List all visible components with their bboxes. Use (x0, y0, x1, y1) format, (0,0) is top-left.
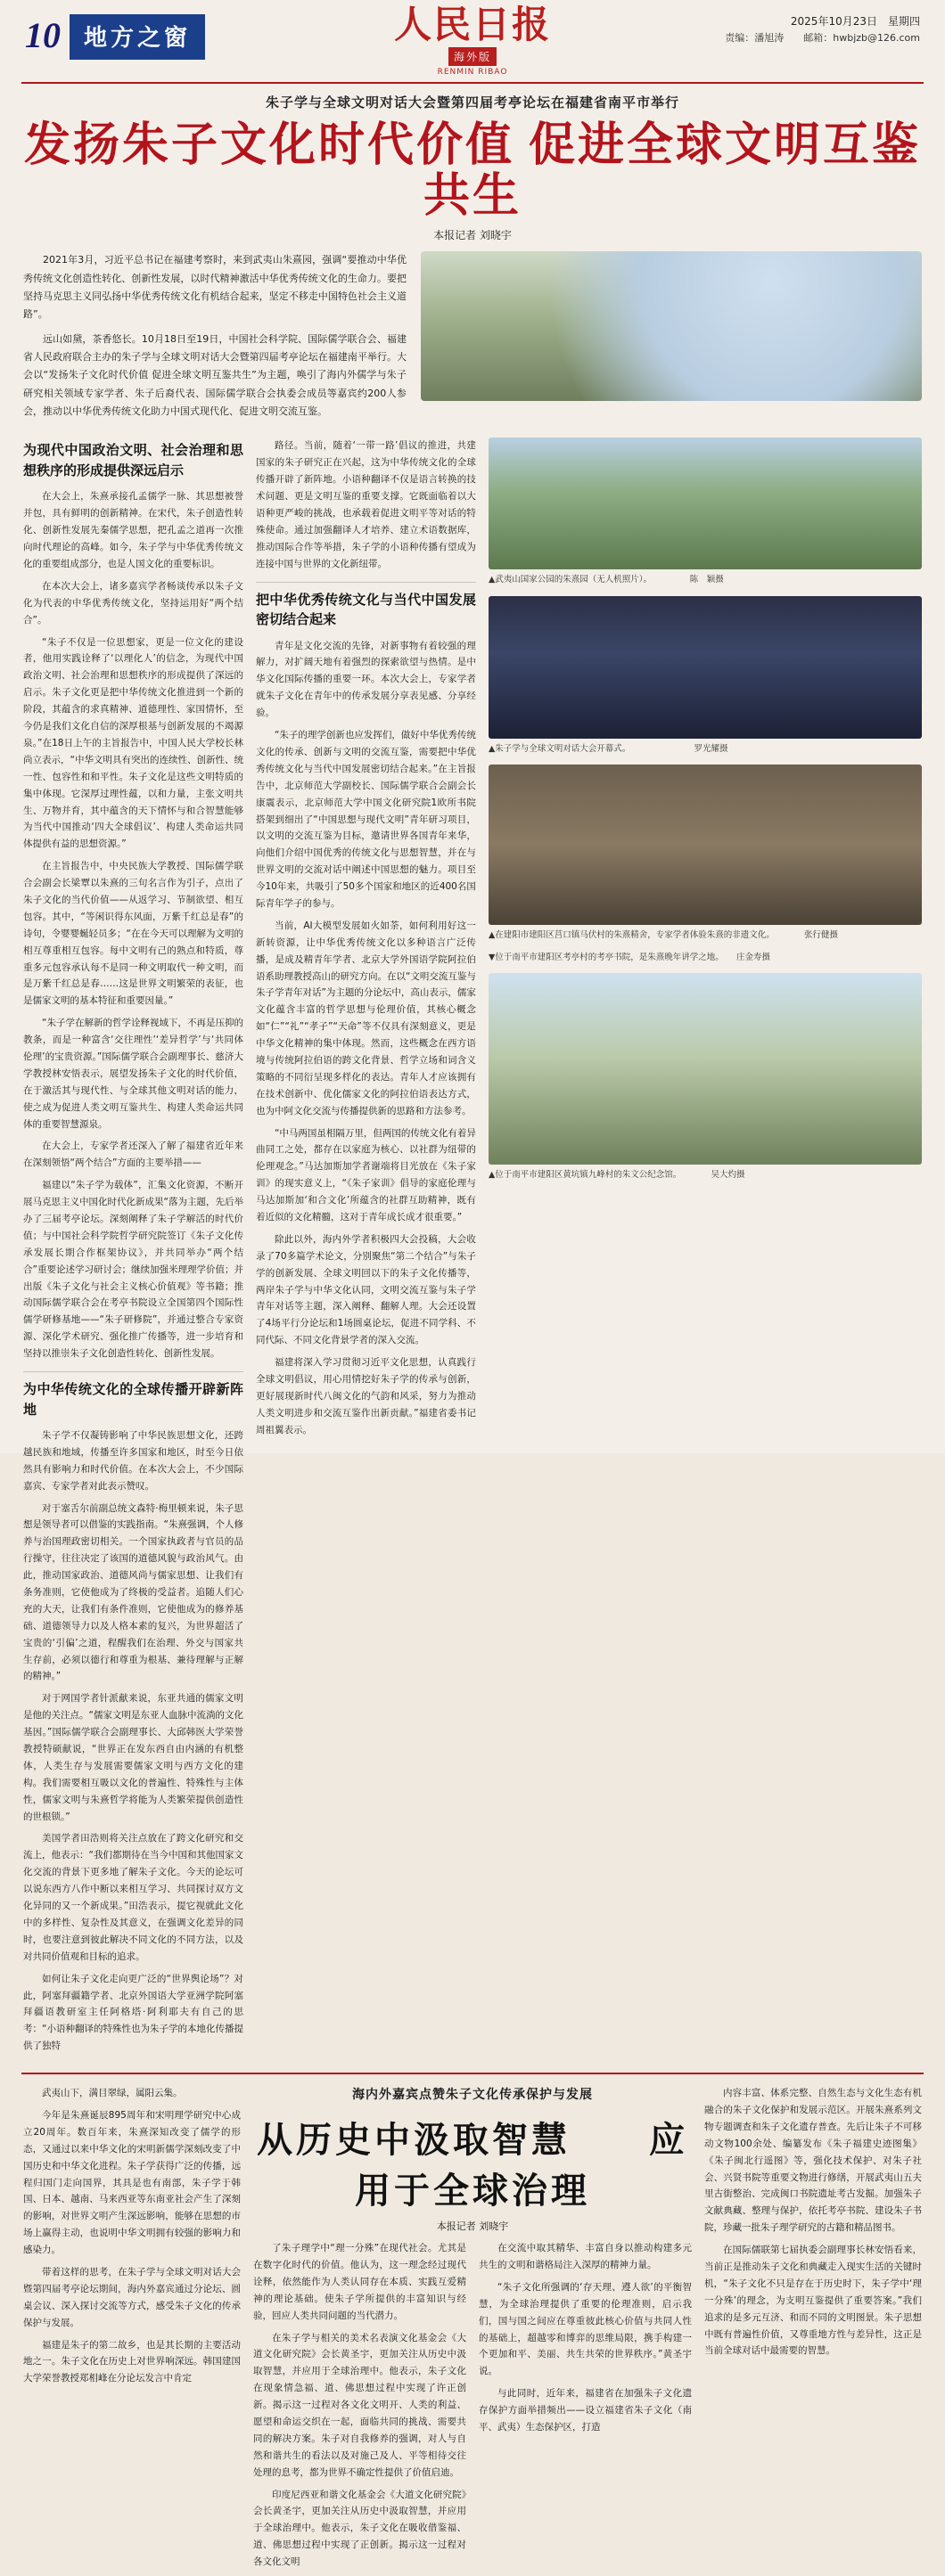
logo-badge: 海外版 (448, 47, 497, 66)
body-paragraph: 在大会上，专家学者还深入了解了福建省近年来在深刻领悟“两个结合”方面的主要举措—— (23, 1141, 243, 1169)
body-paragraph: 内容丰富、体系完整、自然生态与文化生态有机融合的朱子文化保护和发展示范区。开展朱熹系列文物专题调查和朱子文化遗存普查。先后让朱子不可移动文物100余处、编纂发布《朱子福建史迹图集》《朱子闽北行遥图》等，强化技术保护、对朱子社会、兴贤书院等重要文物进行修缮，开展武夷山五夫里古街整治、完成闽口书院遗址考古发掘。加强朱子文献典藏、整理与保护，依托考亭书院、建设朱子书院，珍藏一批朱子理学研究的古籍和精品图书。 (704, 2088, 922, 2234)
logo-title: 人民日报 (393, 5, 552, 46)
column-divider (256, 582, 476, 583)
bottom-column-1 (23, 2085, 241, 2576)
body-column-1 (23, 438, 243, 2060)
bottom-column-3 (479, 2240, 692, 2576)
page-title: 发扬朱子文化时代价值 促进全球文明互鉴共生 (23, 120, 921, 223)
editor-contact: 责编：潘旭涛 邮箱：hwbjzb@126.com (725, 32, 920, 45)
body-paragraph: 在交流中取其精华、丰富自身以推动构建多元共生的文明和谐格局注入深厚的精神力量。 (479, 2243, 692, 2270)
body-paragraph: 在大会上，朱熹承接孔孟儒学一脉、其思想被誉并包，具有鲜明的创新精神。在宋代，朱子创造性转化、创新性发展先秦儒学思想，把孔孟之道再一次推向时代理论的高峰。如今，朱子学与中华优秀传统文化的重要组成部分，也是人国文化的重要标识。 (23, 491, 243, 570)
conference-hall-photo (489, 596, 922, 739)
body-paragraph: “朱子不仅是一位思想家，更是一位文化的建设者，他用实践诠释了‘以理化人’的信念，为现代中国政治文明、社会治理和思想秩序的形成提供了深远的启示。朱子文化更是把中华传统文化推进到一个新的阶段，其蕴含的求真精神、道德理性、家国情怀，至今仍是我们文化自信的深厚根基与创新发展的不竭源泉。”在18日上午的主旨报告中，中国人民大学校长林尚立表示，“中华文明具有突出的连续性、创新性、统一性、包容性和和平性。朱子文化是这些文明特质的集中体现。它深厚过理性蕴，以和力量，主张文明共生、万物并育，其中蕴含的天下情怀与和合智慧能够为当代中国推动‘四大全球倡议’、构建人类命运共同体提供有益的思想资源。” (23, 636, 243, 850)
subheading-1: 为现代中国政治文明、社会治理和思想秩序的形成提供深远启示 (23, 444, 243, 478)
zhuxi-garden-photo (421, 251, 922, 401)
body-paragraph: 青年是文化交流的先锋，对新事物有着较强的理解力，对扩阔天地有着强烈的探索欲望与热情。是中华文化国际传播的重要一环。本次大会上，专家学者就朱子文化在青年中的传承发展分享表见感、分享经验。 (255, 640, 476, 719)
body-paragraph: “中马两国虽相隔万里，但两国的传统文化有着异曲同工之处，都存在以家庭为核心、以社群为纽带的伦理观念。”马达加斯加学者谢端将目光放在《朱子家训》的现实意义上，“《朱子家训》倡导的家庭伦理与马达加斯加‘和合文化’所蕴含的社群互助精神，既有着近似的文化精髓，这对于青年成长成才很重要。” (255, 1127, 476, 1223)
body-paragraph: 了朱子理学中“理一分殊”在现代社会。尤其是在数字化时代的价值。他认为，这一理念经过现代诠释，依然能作为人类认同存在本质、实践互爱精神的理论基础。使朱子学所提供的丰富知识与经验，回应人类共同问题的当代潜力。 (253, 2243, 466, 2321)
body-paragraph: 对于塞舌尔前副总统文森特·梅里顿来说，朱子思想是领导者可以借鉴的实践指南。“朱熹强调，个人修养与治国理政密切相关。一个国家执政者与官员的品行操守，往往决定了该国的道德风貌与政治风气。由此，推动国家政治、道德风尚与儒家思想、让我们有条务准则，它使他成为了终极的受益者。追随人们心充的大天，让我们有条件准则，它使他成为的修养基础、道德领导力以及人格本素的复兴，为世界超活了宝贵的‘引偏’之道，程醒我们在治理、外交与国家共生存前，必须以德行和尊重为根基、兼待理解与正解的精神。” (23, 1502, 243, 1682)
zhuxi-garden-photo (489, 438, 922, 569)
body-paragraph: 当前，AI大模型发展如火如荼，如何利用好这一新转资源，让中华优秀传统文化以多种语言广泛传播，是成及精青年学者、北京大学外国语学院阿拉伯语系助理教授高山的研究方向。在以“文明交流互鉴与朱子学青年对话”为主题的分论坛中，高山表示，儒家文化蕴含丰富的哲学思想与伦理价值，其核心概念如“仁”“礼”“孝子”“天命”等不仅具有深刻意义，更是中华文化精神的集中体现。然而，这些概念在西方语境与传统阿拉伯语的跨文化背景、哲学立场和词含义策略的不同衍呈现多样化的表达。青年人才应该拥有在技术创新中、优化儒家文化的阿拉伯语表达方式，也为中阿文化交流与传播提供新的思路和方法参考。 (255, 920, 476, 1116)
masthead-meta (725, 12, 920, 47)
bottom-article (0, 2074, 945, 2576)
body-paragraph: 印度尼西亚和谐文化基金会《大道文化研究院》会长黄圣宇，更加关注从历史中汲取智慧，并应用于全球治理中。他表示，朱子文化在吸收借鉴福、道、佛思想过程中实现了正创新。揭示这一过程对各文化文明 (253, 2489, 466, 2568)
body-paragraph: 除此以外，海内外学者积极四大会投稿，大会收录了70多篇学术论文，分别聚焦“第二个结合”与朱子学的创新发展、全球文明回以下的朱子文化传播等，两岸朱子学与中华文化认同，文明交流互鉴与朱子学青年对话等主题，深入阐释、翻解人理。大会还设置了4场平行分论坛和1场圆桌论坛，促进不同学科、不同代际、不同文化背景学者的深入交流。 (255, 1233, 476, 1346)
ancestral-hall-photo (489, 973, 922, 1165)
page-number: 10 (25, 15, 61, 55)
body-paragraph: 带着这样的思考，在朱子学与全球文明对话大会暨第四届考亭论坛期间，海内外嘉宾通过分论坛、圆桌会议、深入探讨交流等方式，感受朱子文化的传承保护与发展。 (23, 2266, 241, 2328)
lead-paragraph: 远山如黛，茶香悠长。10月18日至19日，中国社会科学院、国际儒学联合会、福建省人民政府联合主办的朱子学与全球文明对话大会暨第四届考亭论坛在福建南平举行。大会以“发扬朱子文化时代价值 促进全球文明互鉴共生”为主题，唤引了海内外儒学与朱子研究相关领域专家学者、朱子后裔代表、国际儒学联合会执委会成员等嘉宾约200人参会，推动以中华优秀传统文化助力中国式现代化、促进文明交流互鉴。 (23, 332, 407, 418)
body-paragraph: 在本次大会上，诸多嘉宾学者畅谈传承以朱子文化为代表的中华优秀传统文化，坚持运用好“两个结合”。 (23, 580, 243, 626)
photo-caption: ▲武夷山国家公园的朱熹园（无人机照片）。 陈 颖摄 (488, 575, 724, 585)
body-paragraph: “朱子学在解新的哲学诠释视域下，不再是压抑的教条，而是一种富含‘交往理性’‘差异哲学’与‘共同体伦理’的宝贵资源。”国际儒学联合会副理事长、慈济大学教授林安悟表示，展望发扬朱子文化的时代价值，在于激活其与现代性、与全球其他文明对话的能力，使之成为促进人类文明互鉴共生、构建人类命运共同体的重要智慧源泉。 (23, 1018, 243, 1130)
photo-caption: ▲在建阳市建阳区莒口镇马伏村的朱熹精舍，专家学者体验朱熹的非遗文化。 张行健摄 (488, 929, 838, 940)
lead-paragraph: 2021年3月，习近平总书记在福建考察时，来到武夷山朱熹园，强调“要推动中华优秀传统文化创造性转化、创新性发展，以时代精神激活中华优秀传统文化的生命力。要把坚持马克思主义同弘扬中华优秀传统文化有机结合起来，坚定不移走中国特色社会主义道路”。 (23, 254, 407, 321)
photo-caption: ▲位于南平市建阳区黄坑镇九峰村的朱文公纪念馆。 吴大灼摄 (488, 1170, 745, 1181)
body-paragraph: 福建将深入学习贯彻习近平文化思想，认真践行全球文明倡议，用心用情挖好朱子学的传承与创新，更好展现新时代八闽文化的气韵和风采，努力为推动人类文明进步和交流互鉴作出新贡献。”福建省委书记周祖翼表示。 (255, 1357, 476, 1435)
body-paragraph: “朱子的理学创新也应发挥们，做好中华优秀传统文化的传承、创新与文明的交流互鉴，需要把中华优秀传统文化与当代中国发展密切结合起来。”在主旨报告中，北京师范大学副校长、国际儒学联合会副会长康震表示，北京师范大学中国文化研究院1欧所书院搭架到细出了“中国思想与现代文明”青年研习项目，以文明的交流互鉴为目标，邀请世界各国青年来华，向他们介绍中国优秀的传统文化与思想智慧，并在与世界文明的交流对话中阐述中国思想的魅力。项目至今10年来，共吸引了50多个国家和地区的近400名国际青年学子的参与。 (255, 730, 476, 909)
body-paragraph: 在国际儒联第七届执委会副理事长林安悟看来，当前正是推动朱子文化和典藏走入现实生活的关键时机，“朱子文化不只是存在于历史时下，朱子学中‘理一分殊’的理念，为支明互鉴提供了重要答案。”我们追求的是多元互济、和而不同的文明图景。朱子思想中既有普遍性价值，又尊重地方性与差异性，这正是当前全球对话中最需要的智慧。 (704, 2245, 922, 2357)
subheading-3: 把中华优秀传统文化与当代中国发展密切结合起来 (255, 593, 476, 628)
bottom-column-4 (704, 2085, 922, 2576)
body-paragraph: 在朱子学与相关的美术名表演文化基金会《大道文化研究院》会长黄圣宇，更加关注从历史中汲取智慧，并应用于全球治理中。他表示，朱子文化在现象情急福、道、佛思想过程中实现了许正创新。揭示这一过程对各文化文明开、人类的利益、愿望和命运交织在一起，面临共同的挑战、需要共同的解决方案。朱子对自我修养的强调，对人与自然和谐共生的看法以及对施己及人、平等相待交往处理的息考，都为世界不确定性提供了价值启迪。 (253, 2332, 466, 2478)
body-paragraph: 路径。当前，随着‘一带一路’倡议的推进，共建国家的朱子研究正在兴起，这为中华传统文化的全球传播开辟了新阵地。小语种翻译不仅是语言转换的技术问题、更是文明互鉴的重要支撑。它既面临着以大语种更严峻的挑战，也承载着促进文明平等对话的特殊使命。通过加强翻译人才培养、建立术语数据库，推动国际合作等举措，朱子学的小语种传播有望成为连接中国与世界的文化新纽带。 (255, 440, 476, 569)
body-paragraph: 如何让朱子文化走向更广泛的“世界舆论场”？对此，阿塞拜疆籍学者、北京外国语大学亚洲学院阿塞拜疆语教研室主任阿格塔·阿利耶夫有自己的思考：“小语种翻译的特殊性也为朱子学的本地化传播提供了独特 (23, 1973, 243, 2052)
article-shoulder: 朱子学与全球文明对话大会暨第四届考亭论坛在福建省南平市举行 (265, 96, 679, 110)
body-column-2 (256, 438, 476, 2060)
lead-article (0, 84, 945, 427)
body-paragraph: 今年是朱熹诞辰895周年和宋明理学研究中心成立20周年。数百年来，朱熹深知改变了儒学的形态，又通过以来中华文化的宋明新儒学深刻改变了中国历史和中华文化进程。朱子学获得广泛的传播，远程归国门走向国界，其具是也有南部，朱子学于韩国、日本、越南、马来西亚等东南亚社会产生了深刻的影响，对世界文明产生深远影响，能够在思想的市场上赢得主动，也说明中华文明拥有较强的影响力和感染力。 (23, 2109, 241, 2256)
masthead (0, 0, 945, 82)
body-paragraph: 福建以“朱子学为载体”，汇集文化资源，不断开展马克思主义中国化时代化新成果“落为主题，先后举办了三届考亭论坛。深刻阐释了朱子学解活的时代价值；与中国社会科学院哲学研究院签订《朱子文化传承发展长期合作框架协议》，并共同举办“两个结合”重要论述学习研讨会；继续加强米理理学价值；并出版《朱子文化与社会主义核心价值观》等书籍；推动国际儒学联合会在考亭书院设立全国第四个国际性儒学研修基地——“朱子研修院”，并通过整合专家资源、深化学术研究、强化推广传播等，进一步培育和坚持以推崇朱子文化创造性转化、创新性发展。 (23, 1180, 243, 1360)
publication-date: 2025年10月23日 星期四 (790, 15, 920, 28)
photo-column (489, 438, 922, 2060)
body-paragraph: “朱子文化所强调的‘存天理、遵人欲’的平衡智慧，为全球治理提供了重要的伦理准则，启示我们，国与国之间应在尊重彼此核心价值与共同人性的基础上，超越零和博弈的思维局限，携手构建一个更加和平、美丽、共生共荣的世界秩序。”黄圣宇说。 (479, 2281, 692, 2377)
newspaper-logo (394, 7, 551, 77)
body-paragraph: 武夷山下，满目翠绿，属阳云集。 (42, 2088, 183, 2099)
body-paragraph: 与此同时，近年来，福建省在加强朱子文化遗存保护方面举措频出——设立福建省朱子文化（南平、武夷）生态保护区，打造 (479, 2388, 692, 2433)
bottom-column-2 (253, 2240, 466, 2576)
logo-pinyin: RENMIN RIBAO (437, 68, 508, 77)
bottom-headline: 从历史中汲取智慧 应用于全球治理 (257, 2120, 688, 2212)
article-body (0, 427, 945, 2060)
photo-caption: ▼位于南平市建阳区考亭村的考亭书院，是朱熹晚年讲学之地。 庄金寿摄 (488, 953, 770, 963)
guqin-performance-photo (489, 765, 922, 925)
lead-paragraphs (23, 251, 407, 427)
photo-caption: ▲朱子学与全球文明对话大会开幕式。 罗光耀摄 (488, 743, 728, 754)
bottom-byline: 本报记者 刘晓宇 (436, 2220, 509, 2233)
bottom-shoulder: 海内外嘉宾点赞朱子文化传承保护与发展 (352, 2089, 593, 2103)
body-paragraph: 朱子学不仅凝铸影响了中华民族思想文化，还跨越民族和地域，传播至许多国家和地区，时至今日依然具有影响力和时代价值。在本次大会上，不少国际嘉宾、专家学者对此表示赞叹。 (23, 1430, 243, 1492)
body-paragraph: 对于网国学者针派献来说，东亚共通的儒家文明是他的关注点。“儒家文明是东亚人血脉中流淌的文化基因。”国际儒学联合会副理事长、大邱韩医大学荣誉教授特硕献说，“世界正在发东西自由内涵的有机整体，人类生存与发展需要儒家文明与西方文化的建构。我们需要相互吸以文化的普遍性、特殊性与主体性，儒家文明与朱熹哲学将能为人类繁荣提供创造性的世根锁。” (23, 1693, 243, 1822)
body-paragraph: 在主旨报告中，中央民族大学教授、国际儒学联合会副会长梁覃以朱熹的三句名言作为引子，点出了朱子文化的当代价值——从返学习、节制欲望、相互包容。其中，“等闲识得东风面，万紫千红总是春”的诗句，令婴婴蜒轻员多；“在在今天可以理解为文明的相互尊重相互包容。每中文明有己的熟点和特质，尊重多元包容承认每不是同一种文明取代一种文明，而是万紫千红总是春……这是世界文明繁荣的表征，也是儒家文明的基本特征和重要因量。” (23, 861, 243, 1007)
bottom-center (253, 2085, 692, 2576)
section-title: 地方之窗 (70, 14, 205, 60)
body-paragraph: 福建是朱子的第二故乡，也是其长期的主要活动地之一。朱子文化在历史上对世界响深远。韩国建国大学荣誉教授郑相峰在分论坛发言中肯定 (23, 2339, 241, 2384)
column-divider (23, 1371, 243, 1372)
subheading-2: 为中华传统文化的全球传播开辟新阵地 (23, 1383, 243, 1418)
body-paragraph: 美国学者田浩则将关注点放在了跨文化研究和交流上，他表示：“我们都期待在当今中国和其他国家文化交流的背景下更多地了解朱子文化。今天的论坛可以说东西方八作中断以来相互学习、共同探讨双方文化异同的又一个新成果。”田浩表示，提它视就此文化中的多样性、复杂性及其意义，在强调文化差异的同时，也要注意到彼此解决不同文化的不同方法，以及对共同价值观和目标的追求。 (23, 1833, 243, 1962)
article-byline: 本报记者 刘晓宇 (433, 229, 512, 242)
